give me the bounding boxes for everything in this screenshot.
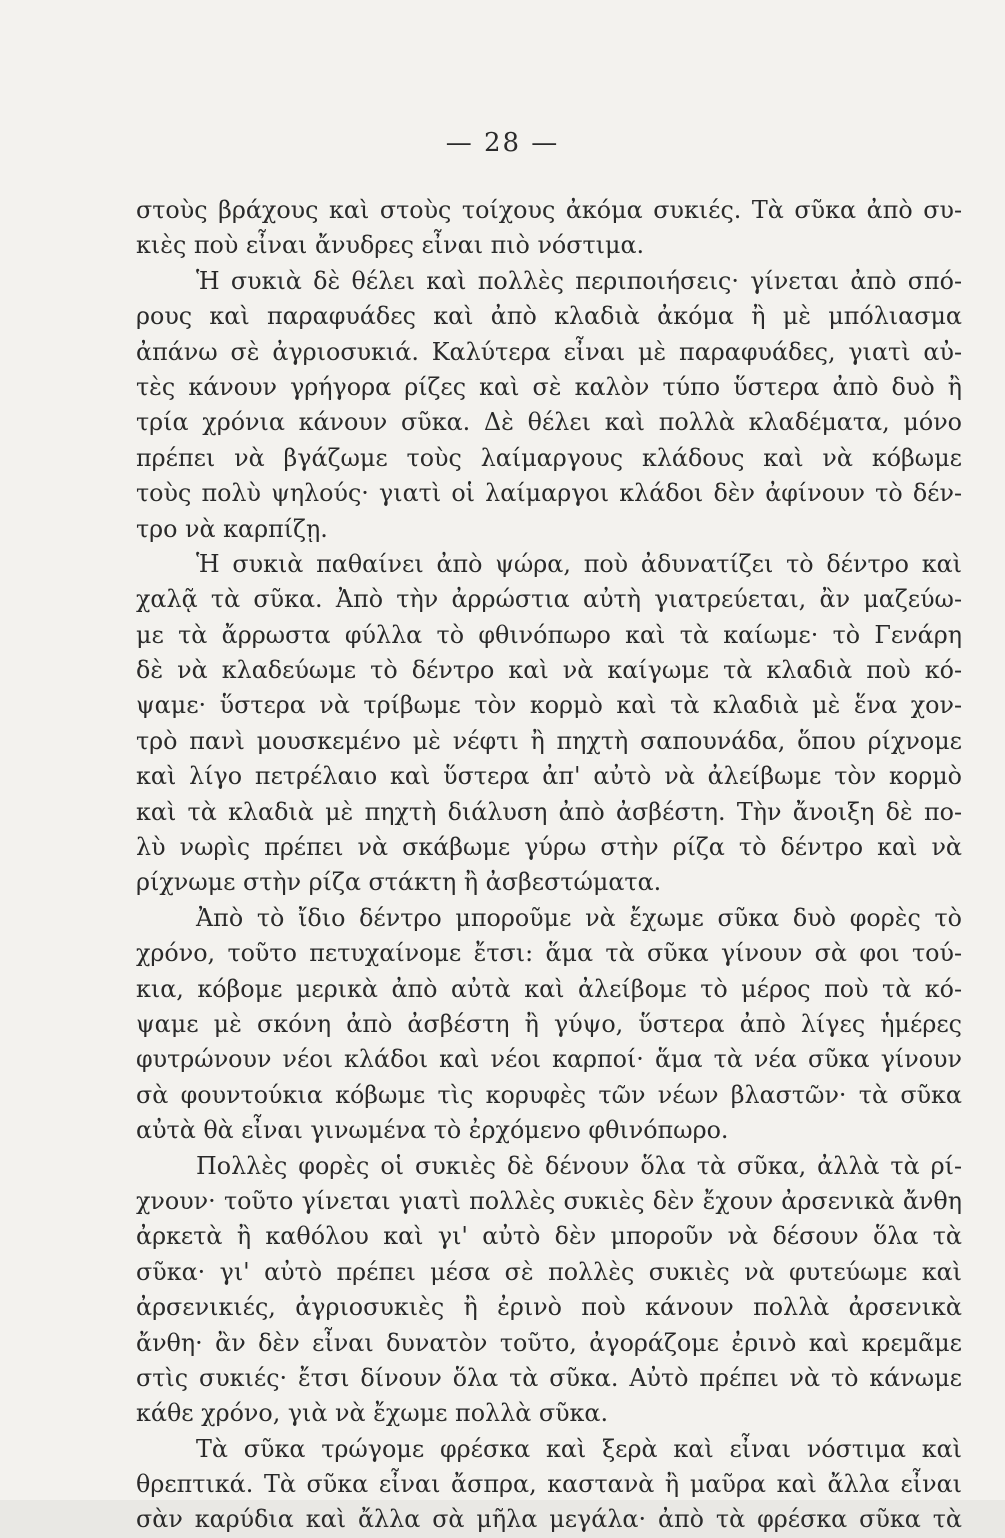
text-line: τρο νὰ καρπίζῃ. <box>136 514 328 543</box>
text-line: ἀρσενικιές, ἀγριοσυκιὲς ἢ ἐρινὸ ποὺ κάνουν πολλὰ ἀρσενικὰ <box>136 1293 962 1322</box>
text-line: Πολλὲς φορὲς οἱ συκιὲς δὲ δένουν ὅλα τὰ σῦκα, ἀλλὰ τὰ ρί- <box>196 1151 962 1180</box>
text-line: λὺ νωρὶς πρέπει νὰ σκάβωμε γύρω στὴν ρίζα τὸ δέντρο καὶ νὰ <box>136 833 962 862</box>
text-line: σὰν καρύδια καὶ ἄλλα σὰ μῆλα μεγάλα· ἀπὸ τὰ φρέσκα σῦκα τὰ <box>136 1505 962 1534</box>
text-line: θρεπτικά. Τὰ σῦκα εἶναι ἄσπρα, καστανὰ ἢ μαῦρα καὶ ἄλλα εἶναι <box>136 1470 962 1499</box>
text-line: Τὰ σῦκα τρώγομε φρέσκα καὶ ξερὰ καὶ εἶναι νόστιμα καὶ <box>196 1434 962 1463</box>
text-line: φυτρώνουν νέοι κλάδοι καὶ νέοι καρποί· ἅμα τὰ νέα σῦκα γίνουν <box>136 1045 962 1074</box>
text-line: ψαμε· ὕστερα νὰ τρίβωμε τὸν κορμὸ καὶ τὰ κλαδιὰ μὲ ἕνα χον- <box>136 691 962 720</box>
text-line: ρους καὶ παραφυάδες καὶ ἀπὸ κλαδιὰ ἀκόμα ἢ μὲ μπόλιασμα <box>136 302 962 331</box>
text-line: ἄνθη· ἂν δὲν εἶναι δυνατὸν τοῦτο, ἀγοράζομε ἐρινὸ καὶ κρεμᾶμε <box>136 1328 962 1357</box>
text-line: πρέπει νὰ βγάζωμε τοὺς λαίμαργους κλάδους καὶ νὰ κόβωμε <box>136 443 962 472</box>
text-line: στοὺς βράχους καὶ στοὺς τοίχους ἀκόμα συκιές. Τὰ σῦκα ἀπὸ συ- <box>136 196 962 224</box>
text-line: χρόνο, τοῦτο πετυχαίνομε ἔτσι: ἅμα τὰ σῦκα γίνουν σὰ φοι τού- <box>136 939 962 968</box>
text-line: σῦκα· γι' αὐτὸ πρέπει μέσα σὲ πολλὲς συκιὲς νὰ φυτεύωμε καὶ <box>136 1257 962 1286</box>
text-line: ἀρκετὰ ἢ καθόλου καὶ γι' αὐτὸ δὲν μποροῦν νὰ δέσουν ὅλα τὰ <box>136 1222 962 1251</box>
text-line: με τὰ ἄρρωστα φύλλα τὸ φθινόπωρο καὶ τὰ καίωμε· τὸ Γενάρη <box>136 620 962 649</box>
text-line: ἀπάνω σὲ ἀγριοσυκιά. Καλύτερα εἶναι μὲ παραφυάδες, γιατὶ αὐ- <box>136 337 962 366</box>
text-line: κια, κόβομε μερικὰ ἀπὸ αὐτὰ καὶ ἀλείβομε τὸ μέρος ποὺ τὰ κό- <box>136 974 962 1003</box>
text-line: τρὸ πανὶ μουσκεμένο μὲ νέφτι ἢ πηχτὴ σαπουνάδα, ὅπου ρίχνομε <box>136 726 962 755</box>
text-line: δὲ νὰ κλαδεύωμε τὸ δέντρο καὶ νὰ καίγωμε τὰ κλαδιὰ ποὺ κό- <box>136 656 962 685</box>
text-line: κάθε χρόνο, γιὰ νὰ ἔχωμε πολλὰ σῦκα. <box>136 1399 609 1428</box>
text-line: χνουν· τοῦτο γίνεται γιατὶ πολλὲς συκιὲς δὲν ἔχουν ἀρσενικὰ ἄνθη <box>136 1186 962 1215</box>
page-number: — 28 — <box>445 128 560 158</box>
text-line: ρίχνωμε στὴν ρίζα στάκτη ἢ ἀσβεστώματα. <box>136 868 662 897</box>
text-line: τοὺς πολὺ ψηλούς· γιατὶ οἱ λαίμαργοι κλάδοι δὲν ἀφίνουν τὸ δέν- <box>136 479 962 508</box>
text-line: καὶ τὰ κλαδιὰ μὲ πηχτὴ διάλυση ἀπὸ ἀσβέστη. Τὴν ἄνοιξη δὲ πο- <box>136 797 962 826</box>
body-text <box>136 193 962 1538</box>
text-line: Ἡ συκιὰ δὲ θέλει καὶ πολλὲς περιποιήσεις· γίνεται ἀπὸ σπό- <box>196 266 962 295</box>
text-line: καὶ λίγο πετρέλαιο καὶ ὕστερα ἀπ' αὐτὸ νὰ ἀλείβωμε τὸν κορμὸ <box>136 762 962 791</box>
text-line: αὐτὰ θὰ εἶναι γινωμένα τὸ ἐρχόμενο φθινόπωρο. <box>136 1116 729 1145</box>
text-line: τρία χρόνια κάνουν σῦκα. Δὲ θέλει καὶ πολλὰ κλαδέματα, μόνο <box>136 408 962 437</box>
text-line: ψαμε μὲ σκόνη ἀπὸ ἀσβέστη ἢ γύψο, ὕστερα ἀπὸ λίγες ἡμέρες <box>136 1009 962 1038</box>
text-line: στὶς συκιές· ἔτσι δίνουν ὅλα τὰ σῦκα. Αὐτὸ πρέπει νὰ τὸ κάνωμε <box>136 1363 962 1392</box>
text-line: τὲς κάνουν γρήγορα ρίζες καὶ σὲ καλὸν τύπο ὕστερα ἀπὸ δυὸ ἢ <box>136 372 962 401</box>
text-line: Ἡ συκιὰ παθαίνει ἀπὸ ψώρα, ποὺ ἀδυνατίζει τὸ δέντρο καὶ <box>196 549 962 578</box>
text-line: κιὲς ποὺ εἶναι ἄνυδρες εἶναι πιὸ νόστιμα. <box>136 231 645 260</box>
text-line: σὰ φουντούκια κόβωμε τὶς κορυφὲς τῶν νέων βλαστῶν· τὰ σῦκα <box>136 1080 962 1109</box>
text-line: Ἀπὸ τὸ ἴδιο δέντρο μποροῦμε νὰ ἔχωμε σῦκα δυὸ φορὲς τὸ <box>196 903 962 932</box>
text-line: χαλᾷ τὰ σῦκα. Ἀπὸ τὴν ἀρρώστια αὐτὴ γιατρεύεται, ἂν μαζεύω- <box>136 585 962 614</box>
